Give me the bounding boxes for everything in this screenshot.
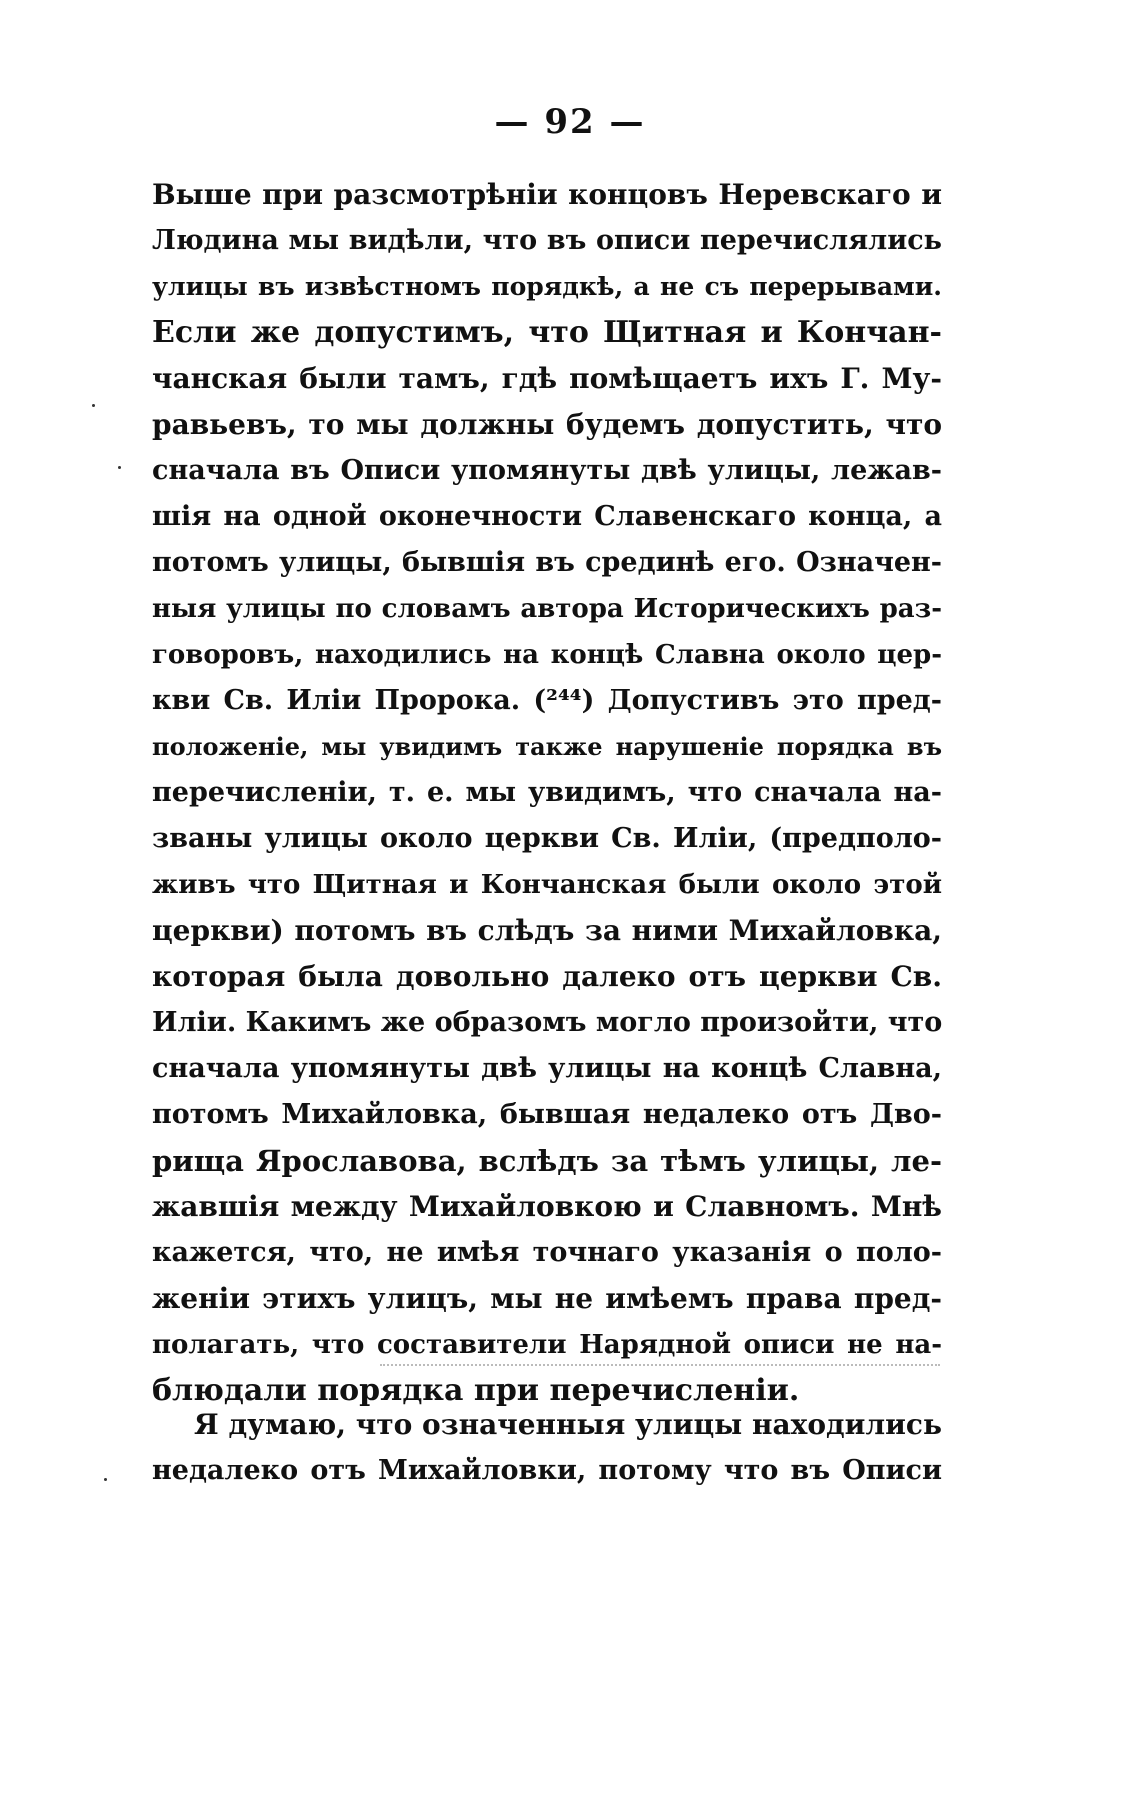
ink-speck [92, 404, 95, 407]
text-line: живъ что Щитная и Кончанская были около этой [152, 870, 942, 900]
text-line: Если же допустимъ, что Щитная и Кончан- [152, 315, 942, 350]
text-line: Я думаю, что означенныя улицы находились [194, 1408, 942, 1441]
text-line: рища Ярославова, вслѣдъ за тѣмъ улицы, ле- [152, 1144, 942, 1178]
page-number: — 92 — [494, 102, 646, 142]
text-line: полагать, что составители Нарядной описи не на- [152, 1330, 942, 1360]
text-line: церкви) потомъ въ слѣдъ за ними Михайловка, [152, 914, 942, 947]
text-line: улицы въ извѣстномъ порядкѣ, а не съ перерывами. [152, 272, 942, 301]
text-line: сначала упомянуты двѣ улицы на концѣ Славна, [152, 1053, 942, 1084]
ink-speck [118, 466, 121, 469]
text-line: кажется, что, не имѣя точнаго указанія о поло- [152, 1237, 942, 1268]
text-line: положеніе, мы увидимъ также нарушеніе порядка въ [152, 732, 942, 761]
text-line: блюдали порядка при перечисленіи. [152, 1373, 800, 1408]
text-line: перечисленіи, т. е. мы увидимъ, что сначала на- [152, 777, 942, 808]
text-line: Людина мы видѣли, что въ описи перечислялись [152, 225, 942, 256]
text-line: Выше при разсмотрѣніи концовъ Неревскаго и [152, 178, 942, 211]
paragraph-1 [152, 172, 942, 1414]
text-line: званы улицы около церкви Св. Иліи, (предполо- [152, 823, 942, 854]
text-line: жавшія между Михайловкою и Славномъ. Мнѣ [152, 1190, 942, 1223]
text-line: которая была довольно далеко отъ церкви Св. [152, 960, 942, 993]
text-line: сначала въ Описи упомянуты двѣ улицы, лежав- [152, 455, 942, 486]
text-line: кви Св. Иліи Пророка. (²⁴⁴) Допустивъ это пред- [152, 685, 942, 716]
text-line: женіи этихъ улицъ, мы не имѣемъ права пред- [152, 1282, 942, 1315]
text-line: говоровъ, находились на концѣ Славна около цер- [152, 640, 942, 670]
paragraph-2 [152, 1402, 942, 1494]
text-line: потомъ Михайловка, бывшая недалеко отъ Дво- [152, 1099, 942, 1130]
text-line: чанская были тамъ, гдѣ помѣщаетъ ихъ Г. Му- [152, 362, 942, 395]
text-line: Иліи. Какимъ же образомъ могло произойти, что [152, 1007, 942, 1038]
text-line: недалеко отъ Михайловки, потому что въ Описи [152, 1455, 942, 1486]
ink-speck [104, 1478, 107, 1481]
text-line: потомъ улицы, бывшія въ срединѣ его. Означен- [152, 547, 942, 578]
text-line: шія на одной оконечности Славенскаго конца, а [152, 501, 942, 532]
text-line: равьевъ, то мы должны будемъ допустить, что [152, 408, 942, 441]
bleed-through-mark [380, 1364, 940, 1368]
text-line: ныя улицы по словамъ автора Историческихъ раз- [152, 594, 942, 624]
